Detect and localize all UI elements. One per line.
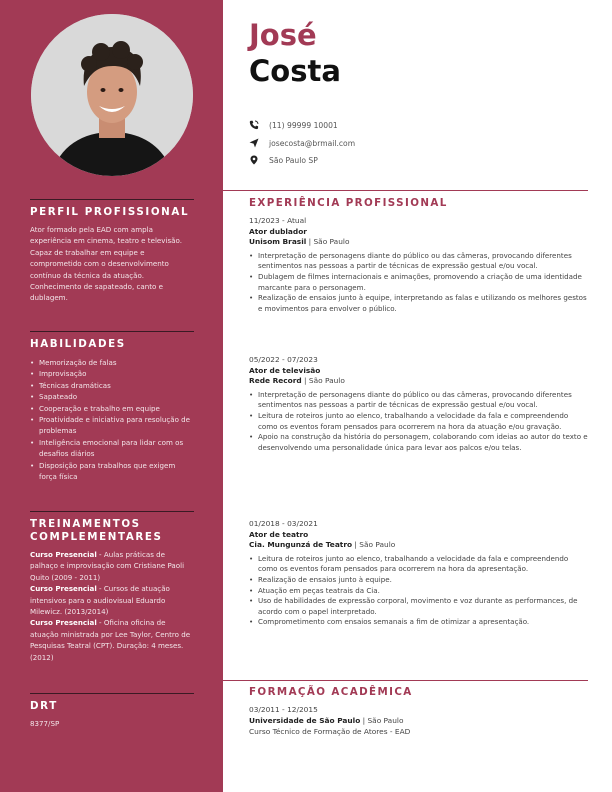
section-divider — [223, 190, 588, 191]
job-date: 01/2018 - 03/2021 — [249, 519, 318, 528]
job-bullets — [249, 390, 589, 454]
list-item: • Leitura de roteiros junto ao elenco, trabalhando a velocidade da fala e compreendendo como os eventos foram pensados para ocorrerem na hora da apresentação. — [249, 554, 589, 575]
contact-phone: (11) 99999 10001 — [249, 120, 338, 130]
list-item: • Realização de ensaios junto à equipe. — [249, 575, 589, 586]
drt-value: 8377/SP — [30, 719, 60, 728]
contact-location: São Paulo SP — [249, 155, 318, 165]
sidebar — [0, 0, 223, 792]
training-section — [30, 511, 194, 663]
last-name: Costa — [249, 54, 341, 88]
job-company: Unisom Brasil | São Paulo — [249, 237, 350, 247]
location-pin-icon — [249, 155, 259, 165]
phone-icon — [249, 120, 259, 130]
list-item: • Leitura de roteiros junto ao elenco, trabalhando a velocidade da fala e compreendendo como os eventos foram pensados para ocorrerem na hora da atuação e/ou gravação. — [249, 411, 589, 432]
list-item: • Cooperação e trabalho em equipe — [30, 403, 194, 414]
list-item: • Improvisação — [30, 368, 194, 379]
job-date: 05/2022 - 07/2023 — [249, 355, 318, 364]
list-item: • Interpretação de personagens diante do público ou das câmeras, provocando diferentes sentimentos nas pessoas a partir de técnicas de expressão gestual e/ou vocal. — [249, 390, 589, 411]
training-item: Curso Presencial - Oficina oficina de atuação ministrada por Lee Taylor, Centro de Pesquisas Teatral (CPT). Duração: 4 meses. (2012) — [30, 618, 191, 662]
list-item: • Uso de habilidades de expressão corporal, movimento e voz durante as performances, de acordo com o papel interpretado. — [249, 596, 589, 617]
education-school: Universidade de São Paulo | São Paulo — [249, 716, 404, 725]
job-entry — [249, 216, 589, 314]
list-item: • Disposição para trabalhos que exigem força física — [30, 460, 194, 483]
list-item: • Proatividade e iniciativa para resolução de problemas — [30, 414, 194, 437]
profile-photo — [31, 14, 193, 176]
profile-section — [30, 199, 194, 304]
drt-title: DRT — [30, 693, 194, 713]
education-date: 03/2011 - 12/2015 — [249, 705, 318, 714]
job-role: Ator de televisão — [249, 365, 321, 375]
job-company: Cia. Mungunzá de Teatro | São Paulo — [249, 540, 396, 550]
list-item: • Técnicas dramáticas — [30, 380, 194, 391]
education-title: FORMAÇÃO ACADÊMICA — [249, 686, 413, 698]
list-item: • Atuação em peças teatrais da Cia. — [249, 586, 589, 597]
send-icon — [249, 138, 259, 148]
job-entry — [249, 355, 589, 453]
profile-title: PERFIL PROFISSIONAL — [30, 199, 194, 219]
job-company: Rede Record | São Paulo — [249, 376, 345, 386]
list-item: • Sapateado — [30, 391, 194, 402]
list-item: • Apoio na construção da história do personagem, colaborando com ideias ao autor do texto e desenvolvendo uma personalidade única para levar aos palcos e/ou telas. — [249, 432, 589, 453]
list-item: • Memorização de falas — [30, 357, 194, 368]
job-bullets — [249, 251, 589, 315]
list-item: • Dublagem de filmes internacionais e animações, promovendo a criação de uma identidade marcante para o personagem. — [249, 272, 589, 293]
skills-section — [30, 331, 194, 482]
section-divider — [223, 680, 588, 681]
training-item: Curso Presencial - Aulas práticas de palhaço e improvisação com Cristiane Paoli Quito (2009 - 2011) — [30, 550, 185, 582]
job-role: Ator dublador — [249, 226, 307, 236]
education-course: Curso Técnico de Formação de Atores - EAD — [249, 727, 411, 736]
list-item: • Interpretação de personagens diante do público ou das câmeras, provocando diferentes sentimentos nas pessoas a partir de técnicas de expressão gestual e/ou vocal. — [249, 251, 589, 272]
job-role: Ator de teatro — [249, 529, 309, 539]
experience-title: EXPERIÊNCIA PROFISSIONAL — [249, 197, 448, 209]
first-name: José — [249, 18, 317, 52]
education-entry — [249, 704, 589, 737]
training-item: Curso Presencial - Cursos de atuação intensivos para o audiovisual Eduardo Milewicz. (2013/2014) — [30, 584, 170, 617]
job-entry — [249, 519, 589, 628]
skills-list — [30, 357, 194, 482]
list-item: • Inteligência emocional para lidar com os desafios diários — [30, 437, 194, 460]
job-bullets — [249, 554, 589, 628]
training-title: TREINAMENTOS COMPLEMENTARES — [30, 511, 194, 544]
list-item: • Realização de ensaios junto à equipe, interpretando as falas e utilizando os melhores gestos e movimentos para envolver o público. — [249, 293, 589, 314]
contact-email: josecosta@brmail.com — [249, 138, 355, 148]
drt-section — [30, 693, 194, 729]
skills-title: HABILIDADES — [30, 331, 194, 351]
job-date: 11/2023 - Atual — [249, 216, 307, 225]
profile-text: Ator formado pela EAD com ampla experiência em cinema, teatro e televisão. Capaz de trabalhar em equipe e comprometido com o desenvolvimento contínuo da técnica da atuação. Conhecimento de sapateado, canto e dublagem. — [30, 225, 182, 303]
list-item: • Comprometimento com ensaios semanais a fim de otimizar a apresentação. — [249, 617, 589, 628]
